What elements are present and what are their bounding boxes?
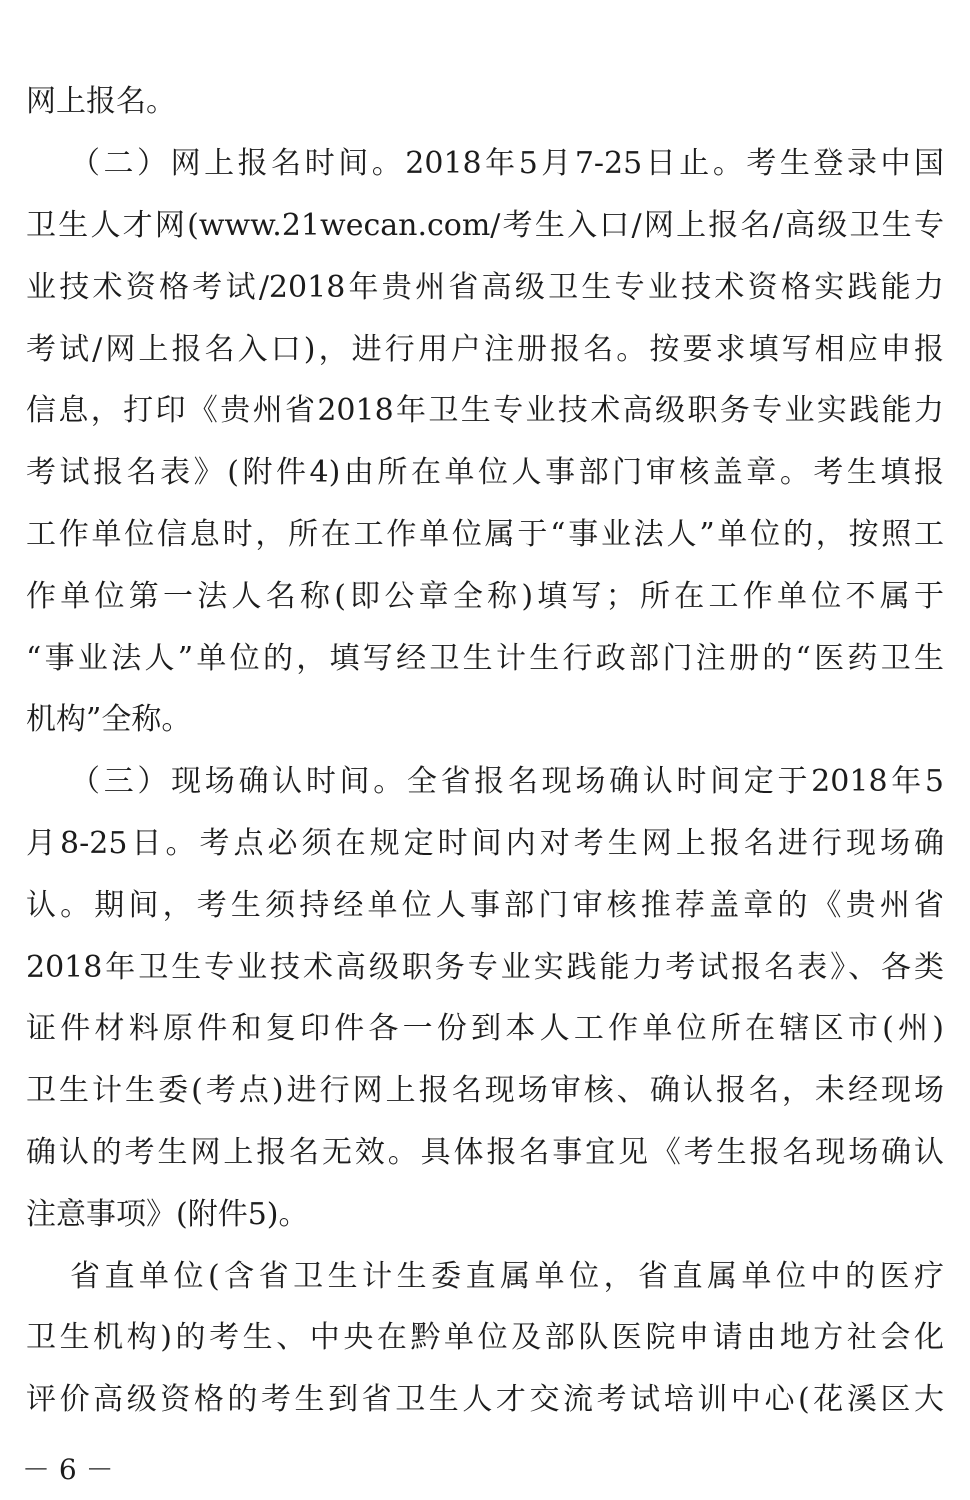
text-line-18: 确认的考生网上报名无效。具体报名事宜见《考生报名现场确认 — [26, 1135, 944, 1170]
text-line-12: （三）现场确认时间。全省报名现场确认时间定于2018年5 — [70, 764, 944, 799]
text-line-14: 认。期间，考生须持经单位人事部门审核推荐盖章的《贵州省 — [26, 888, 944, 923]
text-line-21: 卫生机构)的考生、中央在黔单位及部队医院申请由地方社会化 — [26, 1320, 944, 1355]
text-line-2: （二）网上报名时间。2018年5月7-25日止。考生登录中国 — [70, 146, 944, 181]
text-line-8: 工作单位信息时，所在工作单位属于“事业法人”单位的，按照工 — [26, 517, 944, 552]
page-number: － 6 － — [22, 1453, 114, 1486]
text-line-4: 业技术资格考试/2018年贵州省高级卫生专业技术资格实践能力 — [26, 270, 944, 305]
text-line-6: 信息，打印《贵州省2018年卫生专业技术高级职务专业实践能力 — [26, 393, 944, 428]
text-line-13: 月8-25日。考点必须在规定时间内对考生网上报名进行现场确 — [26, 826, 944, 861]
text-line-15: 2018年卫生专业技术高级职务专业实践能力考试报名表》、各类 — [26, 950, 944, 985]
text-line-22: 评价高级资格的考生到省卫生人才交流考试培训中心(花溪区大 — [26, 1382, 944, 1417]
text-line-11: 机构”全称。 — [26, 702, 192, 737]
text-line-3: 卫生人才网(www.21wecan.com/考生入口/网上报名/高级卫生专 — [26, 208, 944, 243]
text-line-19: 注意事项》(附件5)。 — [26, 1197, 309, 1232]
text-line-1: 网上报名。 — [26, 84, 176, 119]
text-line-10: “事业法人”单位的，填写经卫生计生行政部门注册的“医药卫生 — [26, 641, 944, 676]
text-line-7: 考试报名表》(附件4)由所在单位人事部门审核盖章。考生填报 — [26, 455, 944, 490]
text-line-20: 省直单位(含省卫生计生委直属单位，省直属单位中的医疗 — [70, 1259, 944, 1294]
text-line-17: 卫生计生委(考点)进行网上报名现场审核、确认报名，未经现场 — [26, 1073, 944, 1108]
text-line-16: 证件材料原件和复印件各一份到本人工作单位所在辖区市(州) — [26, 1011, 944, 1046]
text-line-5: 考试/网上报名入口)，进行用户注册报名。按要求填写相应申报 — [26, 332, 944, 367]
text-line-9: 作单位第一法人名称(即公章全称)填写；所在工作单位不属于 — [26, 579, 944, 614]
